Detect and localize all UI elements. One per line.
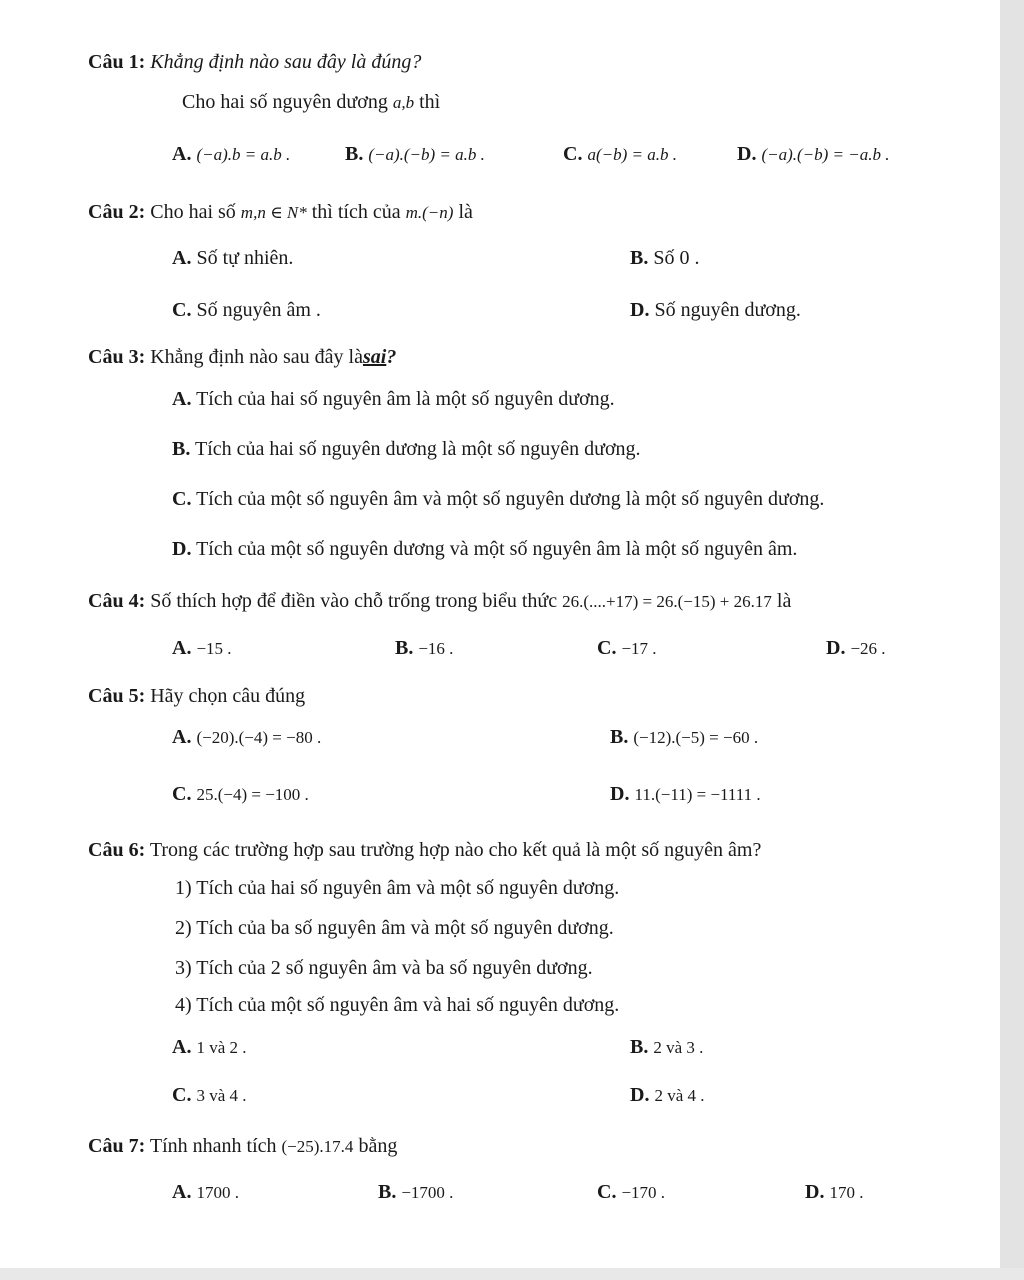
case-4: 4) Tích của một số nguyên âm và hai số nguyên dương. [175, 994, 620, 1016]
option-c: C. 3 và 4 . [172, 1084, 247, 1106]
question-4: Câu 4: Số thích hợp để điền vào chỗ trống trong biểu thức 26.(....+17) = 26.(−15) + 26.17 là [88, 590, 792, 612]
option-b: B. −16 . [395, 637, 454, 659]
option-b: B. (−12).(−5) = −60 . [610, 726, 759, 748]
option-b: B. (−a).(−b) = a.b . [345, 143, 485, 165]
case-3: 3) Tích của 2 số nguyên âm và ba số nguyên dương. [175, 957, 593, 979]
page-shadow-right [1000, 0, 1024, 1280]
option-b: B. −1700 . [378, 1181, 454, 1203]
option-b: B. Số 0 . [630, 247, 700, 269]
option-d: D. 11.(−11) = −1111 . [610, 783, 761, 805]
question-6: Câu 6: Trong các trường hợp sau trường hợp nào cho kết quả là một số nguyên âm? [88, 839, 762, 861]
option-d: D. (−a).(−b) = −a.b . [737, 143, 890, 165]
subtext-end: thì [419, 91, 441, 113]
option-c: C. −17 . [597, 637, 657, 659]
subtext: Cho hai số nguyên dương [182, 91, 388, 113]
option-a: A. Tích của hai số nguyên âm là một số nguyên dương. [172, 388, 615, 410]
question-1 [88, 50, 421, 74]
question-text: Khẳng định nào sau đây là đúng? [150, 51, 422, 73]
page-shadow-bottom [0, 1268, 1024, 1280]
case-2: 2) Tích của ba số nguyên âm và một số nguyên dương. [175, 917, 614, 939]
option-d: D. Số nguyên dương. [630, 299, 801, 321]
option-d: D. 170 . [805, 1181, 864, 1203]
option-d: D. −26 . [826, 637, 886, 659]
option-b: B. 2 và 3 . [630, 1036, 704, 1058]
question-3: Câu 3: Khẳng định nào sau đây làsai? [88, 346, 397, 368]
question-label: Câu 3: [88, 346, 146, 368]
question-label: Câu 6: [88, 839, 146, 861]
option-d: D. 2 và 4 . [630, 1084, 705, 1106]
question-2: Câu 2: Cho hai số m,n ∈ N* thì tích của m.(−n) là [88, 201, 473, 223]
question-7: Câu 7: Tính nhanh tích (−25).17.4 bằng [88, 1135, 398, 1157]
option-a: A. 1 và 2 . [172, 1036, 247, 1058]
option-c: C. 25.(−4) = −100 . [172, 783, 309, 805]
question-label: Câu 7: [88, 1135, 146, 1157]
option-c: C. −170 . [597, 1181, 666, 1203]
question-label: Câu 2: [88, 201, 146, 223]
option-a: A. 1700 . [172, 1181, 239, 1203]
option-c: C. a(−b) = a.b . [563, 143, 677, 165]
option-a: A. Số tự nhiên. [172, 247, 294, 269]
option-d: D. Tích của một số nguyên dương và một số nguyên âm là một số nguyên âm. [172, 538, 798, 560]
option-b: B. Tích của hai số nguyên dương là một số nguyên dương. [172, 438, 641, 460]
option-c: C. Số nguyên âm . [172, 299, 321, 321]
question-label: Câu 1: [88, 51, 146, 73]
case-1: 1) Tích của hai số nguyên âm và một số nguyên dương. [175, 877, 620, 899]
question-5: Câu 5: Hãy chọn câu đúng [88, 685, 306, 707]
question-label: Câu 4: [88, 590, 146, 612]
option-a: A. (−20).(−4) = −80 . [172, 726, 322, 748]
option-a: A. (−a).b = a.b . [172, 143, 291, 165]
option-a: A. −15 . [172, 637, 232, 659]
option-c: C. Tích của một số nguyên âm và một số nguyên dương là một số nguyên dương. [172, 488, 825, 510]
subtext-math: a,b [392, 93, 415, 112]
question-label: Câu 5: [88, 685, 146, 707]
emphasis-sai: sai [362, 346, 387, 368]
question-1-subtext [182, 90, 440, 115]
